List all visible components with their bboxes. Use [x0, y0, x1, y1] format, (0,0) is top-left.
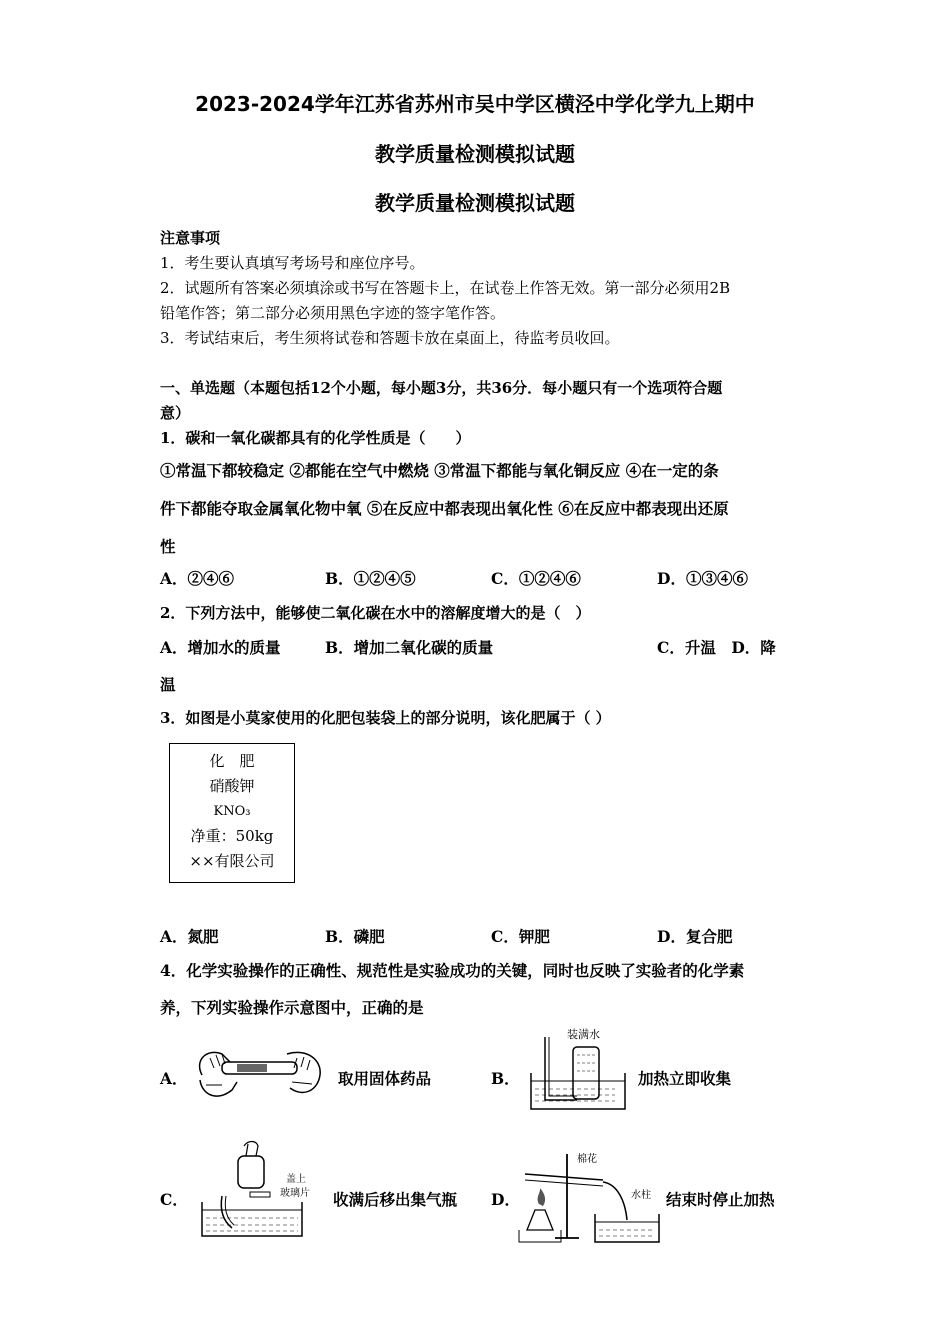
notice-item-3: 3．考试结束后，考生须将试卷和答题卡放在桌面上，待监考员收回。 [160, 329, 620, 347]
q3-option-c[interactable]: C．钾肥 [491, 927, 550, 946]
notice-heading: 注意事项 [160, 229, 221, 247]
q1-option-b[interactable]: B．①②④⑤ [325, 569, 416, 588]
full-of-water-label: 装满水 [567, 1028, 600, 1041]
q4-option-a-letter[interactable]: A． [160, 1069, 188, 1088]
label-line-4: 净重：50kg [190, 827, 274, 845]
notice-item-2a: 2．试题所有答案必须填涂或书写在答题卡上，在试卷上作答无效。第一部分必须用2B [160, 279, 731, 297]
q4-stem-line1: 4．化学实验操作的正确性、规范性是实验成功的关键，同时也反映了实验者的化学素 [160, 961, 745, 980]
q4-option-d-text: 结束时停止加热 [666, 1190, 775, 1209]
label-line-1: 化 肥 [209, 752, 255, 770]
section-heading-line2: 意） [160, 404, 191, 422]
q4-option-b-text: 加热立即收集 [638, 1069, 732, 1088]
label-line-5: ××有限公司 [189, 852, 275, 870]
cover-label: 盖上 [286, 1174, 306, 1185]
q1-stem: 1．碳和一氧化碳都具有的化学性质是（ ） [160, 429, 471, 447]
q4-option-c-text: 收满后移出集气瓶 [333, 1190, 458, 1209]
page-title-line3: 教学质量检测模拟试题 [375, 191, 575, 215]
q2-stem: 2．下列方法中，能够使二氧化碳在水中的溶解度增大的是（ ） [160, 604, 591, 622]
q1-statement-line3: 性 [160, 537, 176, 556]
water-column-label: 水柱 [631, 1190, 651, 1201]
q4-option-b-letter[interactable]: B． [491, 1069, 520, 1088]
q4-option-d-letter[interactable]: D． [491, 1190, 520, 1209]
test-tube-powder-illustration [192, 1040, 327, 1110]
move-gas-bottle-illustration [198, 1138, 330, 1238]
q2-option-a[interactable]: A．增加水的质量 [160, 638, 281, 657]
cotton-label: 棉花 [577, 1154, 597, 1165]
q3-option-b[interactable]: B．磷肥 [325, 927, 385, 946]
q3-option-d[interactable]: D．复合肥 [657, 927, 733, 946]
notice-item-2b: 铅笔作答；第二部分必须用黑色字迹的签字笔作答。 [160, 304, 506, 322]
q2-option-cd[interactable]: C．升温 D．降 [657, 638, 776, 657]
q3-option-a[interactable]: A．氮肥 [160, 927, 219, 946]
label-line-2: 硝酸钾 [209, 777, 255, 795]
q1-option-c[interactable]: C．①②④⑥ [491, 569, 581, 588]
heating-apparatus-illustration [517, 1150, 663, 1244]
gas-collection-illustration [525, 1025, 635, 1115]
q4-option-a-text: 取用固体药品 [338, 1069, 432, 1088]
page-title-line2: 教学质量检测模拟试题 [375, 142, 575, 166]
q1-statement-line1: ①常温下都较稳定 ②都能在空气中燃烧 ③常温下都能与氧化铜反应 ④在一定的条 [160, 461, 719, 480]
notice-item-1: 1．考生要认真填写考场号和座位序号。 [160, 254, 425, 272]
q4-option-c-letter[interactable]: C． [160, 1190, 188, 1209]
q1-statement-line2: 件下都能夺取金属氧化物中氧 ⑤在反应中都表现出氧化性 ⑥在反应中都表现出还原 [160, 499, 729, 518]
q3-stem: 3．如图是小莫家使用的化肥包装袋上的部分说明，该化肥属于（ ） [160, 709, 611, 727]
q1-option-d[interactable]: D．①③④⑥ [657, 569, 748, 588]
label-line-3: KNO₃ [213, 804, 251, 819]
section-heading-line1: 一、单选题（本题包括12个小题，每小题3分，共36分．每小题只有一个选项符合题 [160, 379, 723, 397]
glass-plate-label: 玻璃片 [280, 1188, 310, 1199]
q2-option-d-continued: 温 [160, 675, 176, 694]
q1-option-a[interactable]: A．②④⑥ [160, 569, 235, 588]
q2-option-b[interactable]: B．增加二氧化碳的质量 [325, 638, 494, 657]
fertilizer-label-box [169, 743, 295, 883]
q4-stem-line2: 养，下列实验操作示意图中，正确的是 [160, 998, 424, 1017]
page-title-line1: 2023-2024学年江苏省苏州市吴中学区横泾中学化学九上期中 [195, 92, 755, 116]
